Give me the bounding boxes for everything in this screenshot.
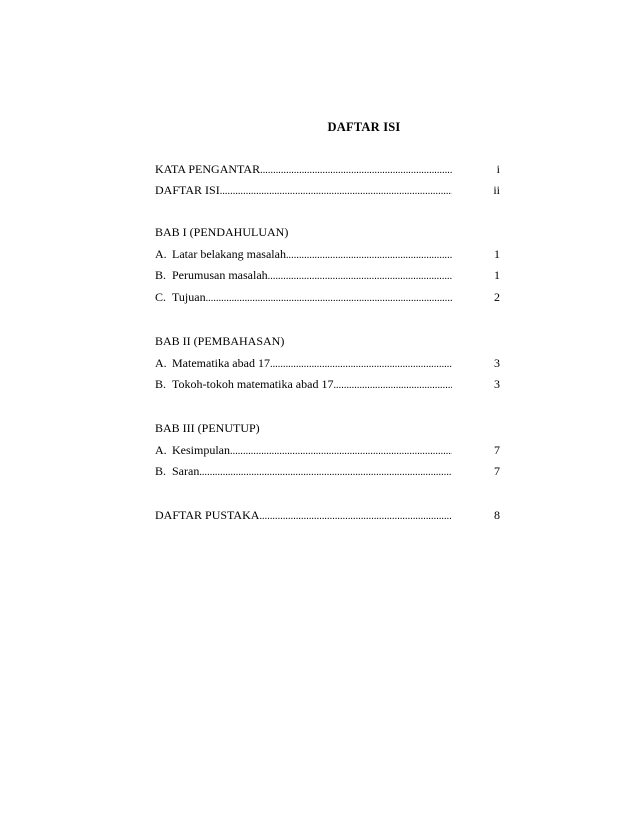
toc-entry-label-wrap — [155, 376, 333, 392]
toc-entry-label-wrap — [155, 355, 270, 371]
toc-dot-leader — [199, 463, 452, 479]
toc-entry-label-wrap — [155, 442, 230, 458]
toc-entry-label: Saran — [172, 464, 200, 478]
toc-dot-leader — [268, 267, 452, 283]
toc-entry-daftar-pustaka — [155, 507, 500, 523]
toc-entry-label-wrap — [155, 267, 268, 283]
toc-page-number: 8 — [494, 508, 500, 522]
toc-entry-kesimpulan — [155, 442, 500, 458]
toc-entry-label: Tokoh-tokoh matematika abad 17 — [172, 377, 334, 391]
toc-entry-label: KATA PENGANTAR — [155, 162, 261, 176]
toc-entry-prefix: A. — [155, 247, 167, 261]
toc-dot-leader — [260, 161, 452, 177]
toc-chapter-heading-bab2: BAB II (PEMBAHASAN) — [155, 334, 285, 348]
toc-dot-leader — [286, 246, 452, 262]
toc-page-number: 1 — [494, 247, 500, 261]
toc-page-number: 2 — [494, 290, 500, 304]
toc-dot-leader — [333, 376, 452, 392]
toc-entry-daftar-isi — [155, 182, 500, 198]
toc-entry-matematika-abad-17 — [155, 355, 500, 371]
toc-page-number: ii — [493, 183, 500, 197]
document-title: DAFTAR ISI — [327, 120, 401, 134]
toc-dot-leader — [259, 507, 452, 523]
toc-entry-label: Tujuan — [172, 290, 206, 304]
toc-entry-kata-pengantar — [155, 161, 500, 177]
toc-page-number: 7 — [494, 443, 500, 457]
toc-entry-prefix: B. — [155, 377, 167, 391]
toc-chapter-heading-bab3: BAB III (PENUTUP) — [155, 421, 260, 435]
toc-page-number: i — [496, 162, 500, 176]
toc-chapter-heading-bab1: BAB I (PENDAHULUAN) — [155, 225, 289, 239]
toc-entry-label-wrap — [155, 289, 206, 305]
toc-entry-label: Latar belakang masalah — [172, 247, 286, 261]
toc-entry-prefix: B. — [155, 268, 167, 282]
toc-dot-leader — [220, 182, 452, 198]
toc-entry-label: DAFTAR PUSTAKA — [155, 508, 260, 522]
toc-entry-saran — [155, 463, 500, 479]
toc-entry-tokoh-matematika — [155, 376, 500, 392]
toc-page-number: 3 — [494, 377, 500, 391]
toc-entry-label: Matematika abad 17 — [172, 356, 270, 370]
toc-entry-prefix: A. — [155, 356, 167, 370]
toc-page-number: 3 — [494, 356, 500, 370]
toc-dot-leader — [270, 355, 452, 371]
toc-entry-label: Kesimpulan — [172, 443, 230, 457]
toc-dot-leader — [206, 289, 452, 305]
toc-entry-label: DAFTAR ISI — [155, 183, 220, 197]
toc-entry-perumusan-masalah — [155, 267, 500, 283]
toc-dot-leader — [230, 442, 452, 458]
toc-entry-label-wrap — [155, 246, 286, 262]
toc-entry-label: Perumusan masalah — [172, 268, 268, 282]
toc-entry-latar-belakang — [155, 246, 500, 262]
toc-entry-prefix: A. — [155, 443, 167, 457]
toc-entry-label-wrap — [155, 463, 199, 479]
toc-entry-prefix: C. — [155, 290, 167, 304]
toc-page-number: 7 — [494, 464, 500, 478]
toc-entry-prefix: B. — [155, 464, 167, 478]
toc-entry-tujuan — [155, 289, 500, 305]
toc-page-number: 1 — [494, 268, 500, 282]
